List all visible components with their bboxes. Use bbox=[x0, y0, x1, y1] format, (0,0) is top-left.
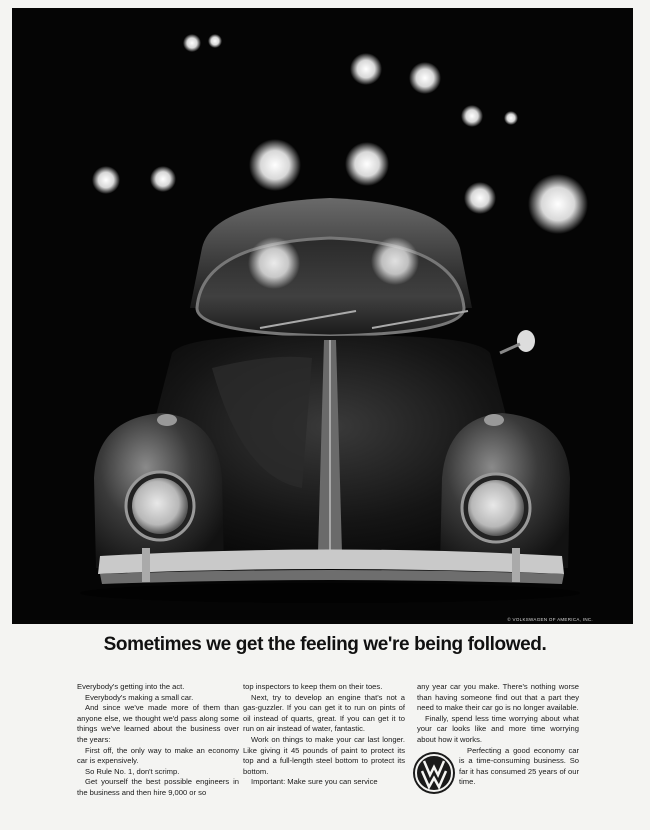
paragraph: And since we've made more of them than anyone else, we thought we'd pass along some things we've learned about the business over the years: bbox=[77, 703, 239, 744]
paragraph: Perfecting a good economy car is a time-consuming business. So far it has consumed 25 years of our time. bbox=[459, 745, 579, 787]
paragraph: Important: Make sure you can service bbox=[251, 777, 378, 787]
paragraph: Finally, spend less time worrying about what your car looks like and more time worrying about how it works. bbox=[417, 713, 579, 744]
paragraph: Work on things to make your car last longer. Like giving it 45 pounds of paint to protect its top and a full-length steel bottom to protect its bottom. bbox=[243, 734, 405, 776]
vw-logo-icon bbox=[412, 751, 456, 795]
paragraph: So Rule No. 1, don't scrimp. bbox=[85, 766, 180, 776]
copyright-notice: © VOLKSWAGEN OF AMERICA, INC. bbox=[507, 617, 593, 622]
paragraph: Next, try to develop an engine that's not a gas-guzzler. If you can get it to run on pints of oil instead of quarts, great. If you can get it to run on air instead of water, fantastic. bbox=[243, 692, 405, 734]
body-column-2 bbox=[243, 682, 405, 788]
beetle-illustration bbox=[12, 8, 633, 624]
paragraph: any year car you make. There's nothing worse than having someone find out that a part they need to make their car go is no longer available. bbox=[417, 682, 579, 713]
beetle-car bbox=[80, 198, 580, 603]
paragraph: top inspectors to keep them on their toes. bbox=[243, 682, 383, 691]
car-photo bbox=[12, 8, 633, 624]
paragraph: Everybody's making a small car. bbox=[85, 692, 194, 702]
paragraph: Everybody's getting into the act. bbox=[77, 682, 185, 691]
paragraph: Get yourself the best possible engineers in the business and then hire 9,000 or so bbox=[77, 777, 239, 797]
paragraph: First off, the only way to make an economy car is expensively. bbox=[77, 745, 239, 766]
body-column-1 bbox=[77, 682, 239, 799]
headline: Sometimes we get the feeling we're being followed. bbox=[103, 634, 547, 655]
